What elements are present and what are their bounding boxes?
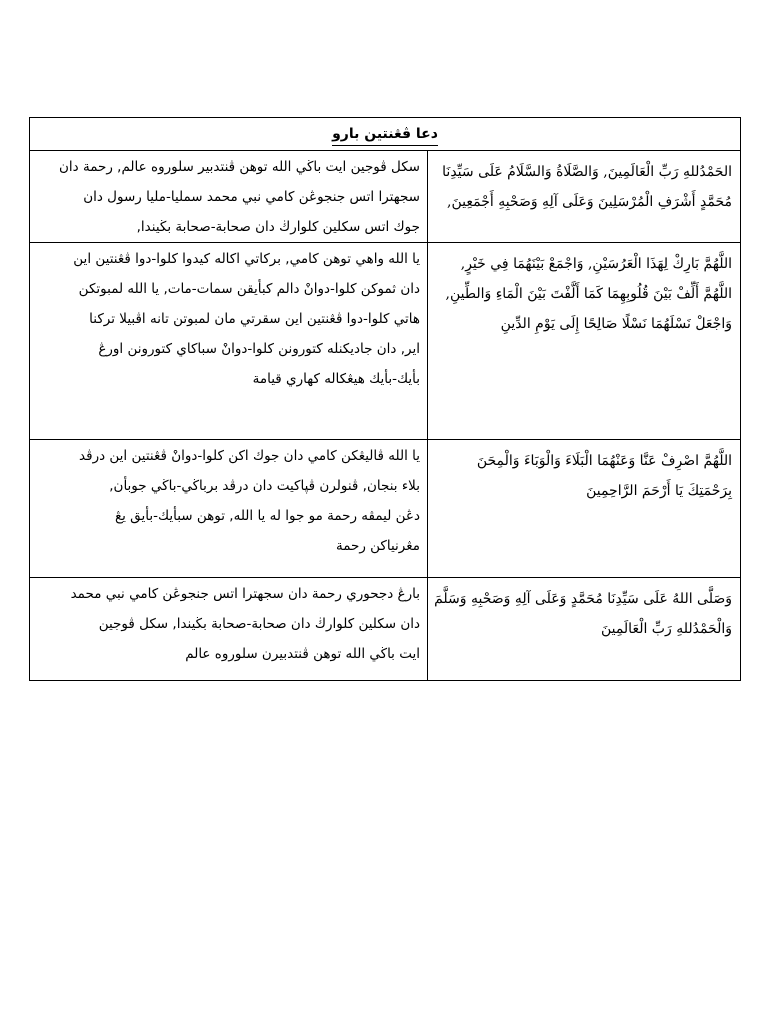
arabic-cell (428, 243, 741, 440)
arabic-text: اللَّهُمَّ اصْرِفْ عَنَّا وَعَنْهُمَا الْبَلَاءَ وَالْوَبَاءَ وَالْمِحَنَ بِرَحْمَتِكَ يَا أَرْحَمَ الرَّاحِمِينَ (476, 453, 732, 499)
translation-cell (30, 440, 428, 578)
arabic-cell (428, 440, 741, 578)
document-title: دعا ڤڠنتين بارو (332, 124, 438, 146)
translation-text: بارڠ دجحوري رحمة دان سجهترا اتس جنجوڠن كامي نبي محمد دان سكلين كلوارڬ دان صحابة-صحابة بڬيندا, سكل ڤوجين ايت باڬي الله توهن ڤنتدبيرن سلوروه عالم (70, 586, 420, 662)
translation-cell (30, 578, 428, 681)
arabic-cell (428, 578, 741, 681)
arabic-cell (428, 151, 741, 243)
table-row (30, 151, 741, 243)
translation-text: يا الله ڤاليڠكن كامي دان جوك اكن كلوا-دوانْ ڤڠنتين اين درڤد بلاء بنجان, ڤنولرن ڤڽاكيت دان درڤد برباڬي-باڬي جوبأن, دڠن ليمڨه رحمة مو جوا له يا الله, توهن سبأيك-بأيق يڠ مڠرنياكن رحمة (79, 448, 420, 554)
translation-cell (30, 243, 428, 440)
translation-text: سكل ڤوجين ايت باڬي الله توهن ڤنتدبير سلوروه عالم, رحمة دان سجهترا اتس جنجوڠن كامي نبي محمد سمليا-مليا رسول دان جوك اتس سكلين كلوارڬ دان صحابة-صحابة بڬيندا, (58, 159, 420, 235)
translation-cell (30, 151, 428, 243)
title-row (30, 118, 741, 151)
doa-table (29, 117, 741, 681)
title-cell (30, 118, 741, 151)
arabic-text: اللَّهُمَّ بَارِكْ لِهَذَا الْعَرُسَيْنِ, وَاجْمَعْ بَيْنَهُمَا فِي خَيْرٍ, اللَّهُمَّ أَلِّفْ بَيْنَ قُلُوبِهِمَا كَمَا أَلَّفْتَ بَيْنَ الْمَاءِ وَالطِّينِ, وَاجْعَلْ نَسْلَهُمَا نَسْلًا صَالِحًا إِلَى يَوْمِ الدِّينِ (445, 256, 732, 332)
table-row (30, 440, 741, 578)
translation-text: يا الله واهي توهن كامي, بركاتي اكاله كيدوا كلوا-دوا ڤڠنتين اين دان ثموكن كلوا-دوانْ دالم كبأيقن سمات-مات, يا الله لمبوتكن هاتي كلوا-دوا ڤڠنتين اين سقرتي مان لمبوتن تانه اڤبيلا تركنا اير, دان جاديكنله كتورونن كلوا-دوانْ سباكاي كتورونن اورڠ بأيك-بأيك هيڠكاله كهاري قيامة (73, 251, 420, 387)
arabic-text: الحَمْدُللهِ رَبِّ الْعَالَمِينَ, وَالصَّلَاةُ وَالسَّلَامُ عَلَى سَيِّدِنَا مُحَمَّدٍ أَشْرَفِ الْمُرْسَلِينَ وَعَلَى آلِهِ وَصَحْبِهِ أَجْمَعِينَ, (442, 164, 732, 210)
table-row (30, 243, 741, 440)
table-row (30, 578, 741, 681)
arabic-text: وَصَلَّى اللهُ عَلَى سَيِّدِنَا مُحَمَّدٍ وَعَلَى آلِهِ وَصَحْبِهِ وَسَلَّمَ وَالْحَمْدُللهِ رَبِّ الْعَالَمِينَ (434, 591, 732, 637)
